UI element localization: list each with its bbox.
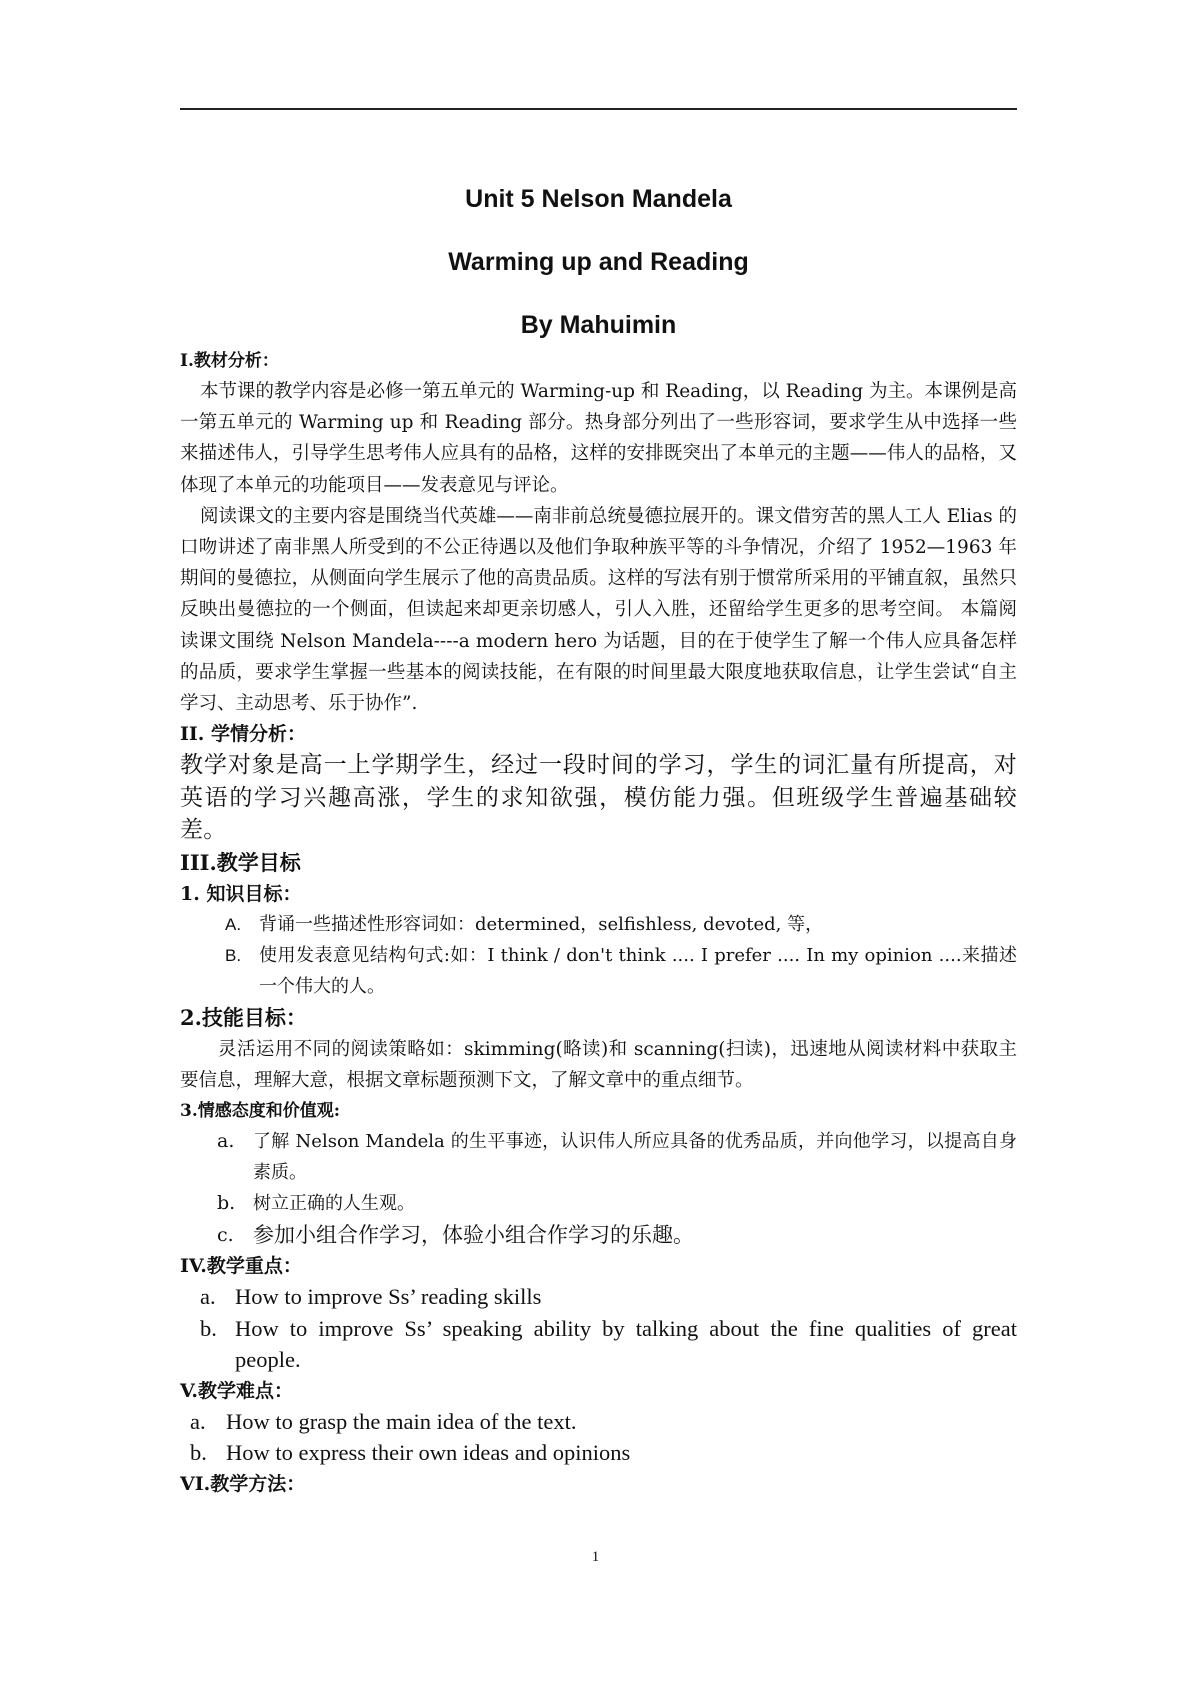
list-marker: b. [217, 1192, 236, 1215]
lesson-title: Warming up and Reading [448, 248, 749, 276]
list-item [180, 1188, 1017, 1219]
knowledge-objectives-list [180, 909, 1017, 1002]
subheading-skill-objectives: 2.技能目标： [180, 1004, 307, 1030]
list-item-text: 树立正确的人生观。 [253, 1193, 415, 1215]
skill-objectives-paragraph: 灵活运用不同的阅读策略如：skimming(略读)和 scanning(扫读)，迅速地从阅读材料中获取主要信息，理解大意，根据文章标题预测下文，了解文章中的重点细节。 [180, 1038, 1017, 1091]
section-heading-difficult-points: V.教学难点： [180, 1379, 294, 1402]
list-item-text: How to improve Ss’ reading skills [235, 1284, 542, 1310]
document-body [180, 346, 1017, 1499]
section-heading-teaching-objectives: III.教学目标 [180, 849, 301, 875]
section-heading-textbook-analysis: I.教材分析： [180, 351, 279, 371]
list-item [180, 1281, 1017, 1313]
difficult-points-list [180, 1406, 1017, 1469]
key-points-list [180, 1281, 1017, 1376]
subheading-attitudes-values: 3.情感态度和价值观: [180, 1101, 341, 1122]
attitude-objectives-list [180, 1126, 1017, 1251]
list-marker: A. [225, 914, 242, 934]
page-number: 1 [591, 1549, 600, 1565]
list-item [180, 1406, 1017, 1438]
list-item [180, 1437, 1017, 1469]
list-marker: b. [190, 1440, 207, 1466]
document-title-block [180, 168, 1017, 357]
list-item-text: 使用发表意见结构句式:如：I think / don't think .... I prefer .... In my opinion ....来描述一个伟大的人。 [259, 944, 1017, 997]
section-heading-student-analysis: II. 学情分析： [180, 723, 307, 746]
list-marker: a. [200, 1284, 216, 1310]
list-item-text: How to express their own ideas and opinions [226, 1440, 631, 1466]
textbook-analysis-paragraph-2: 阅读课文的主要内容是围绕当代英雄——南非前总统曼德拉展开的。课文借穷苦的黑人工人 Elias 的口吻讲述了南非黑人所受到的不公正待遇以及他们争取种族平等的斗争情况，介绍了 1952—1963 年期间的曼德拉，从侧面向学生展示了他的高贵品质。这样的写法有别于惯常所采用的平铺直叙，虽然只反映出曼德拉的一个侧面，但读起来却更亲切感人，引人入胜，还留给学生更多的思考空间。 本篇阅读课文围绕 Nelson Mandela----a modern hero 为话题，目的在于使学生了解一个伟人应具备怎样的品质，要求学生掌握一些基本的阅读技能，在有限的时间里最大限度地获取信息，让学生尝试“自主学习、主动思考、乐于协作”. [180, 505, 1017, 715]
list-marker: B. [225, 945, 242, 965]
list-marker: b. [200, 1315, 217, 1341]
student-analysis-paragraph: 教学对象是高一上学期学生，经过一段时间的学习，学生的词汇量有所提高，对英语的学习兴趣高涨，学生的求知欲强，模仿能力强。但班级学生普遍基础较差。 [180, 752, 1017, 844]
list-marker: a. [217, 1130, 235, 1153]
textbook-analysis-paragraph-1: 本节课的教学内容是必修一第五单元的 Warming-up 和 Reading，以 Reading 为主。本课例是高一第五单元的 Warming up 和 Reading 部分。热身部分列出了一些形容词，要求学生从中选择一些来描述伟人，引导学生思考伟人应具有的品格，这样的安排既突出了本单元的主题——伟人的品格，又体现了本单元的功能项目——发表意见与评论。 [180, 381, 1017, 496]
list-item-text: 参加小组合作学习，体验小组合作学习的乐趣。 [253, 1223, 694, 1248]
subheading-knowledge-objectives: 1. 知识目标： [180, 882, 302, 905]
list-item [180, 1219, 1017, 1251]
list-item [180, 1313, 1017, 1376]
header-rule [180, 108, 1017, 110]
section-heading-key-points: IV.教学重点： [180, 1255, 302, 1278]
list-item [180, 1126, 1017, 1188]
list-item-text: 了解 Nelson Mandela 的生平事迹，认识伟人所应具备的优秀品质，并向他学习，以提高自身素质。 [253, 1131, 1017, 1184]
list-item-text: How to grasp the main idea of the text. [226, 1408, 577, 1434]
unit-title: Unit 5 Nelson Mandela [465, 185, 732, 213]
list-item [180, 940, 1017, 1002]
list-item-text: How to improve Ss’ speaking ability by talking about the fine qualities of great people. [235, 1315, 1017, 1373]
list-item [180, 909, 1017, 940]
list-marker: c. [217, 1224, 234, 1247]
section-heading-teaching-methods: VI.教学方法： [180, 1472, 306, 1495]
author-line: By Mahuimin [520, 311, 677, 339]
list-marker: a. [190, 1408, 206, 1434]
list-item-text: 背诵一些描述性形容词如：determined，selfishless, devoted, 等， [259, 913, 824, 935]
